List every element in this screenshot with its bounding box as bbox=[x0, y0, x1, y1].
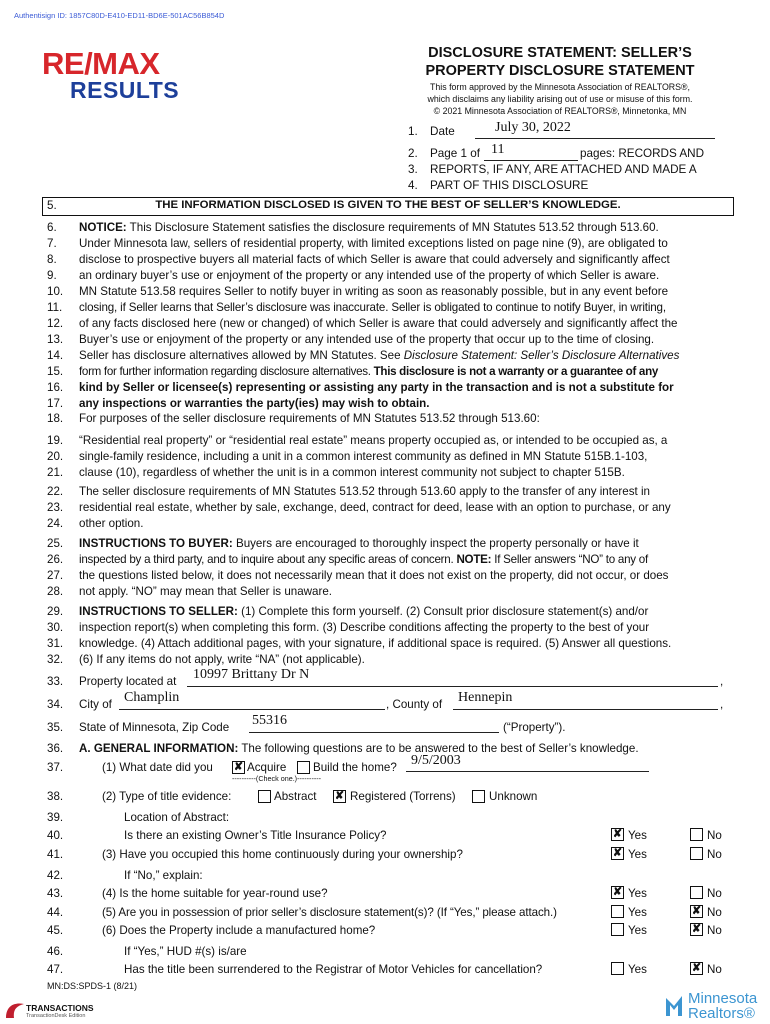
line-number: 31. bbox=[47, 637, 64, 650]
unknown-label: Unknown bbox=[489, 790, 538, 803]
prior-disclosure-yes-checkbox[interactable] bbox=[611, 905, 624, 918]
form-title-line1: DISCLOSURE STATEMENT: SELLER’S bbox=[428, 45, 692, 61]
line-number: 15. bbox=[47, 365, 64, 378]
seller-instructions-line: (6) If any items do not apply, write “NA” (not applicable). bbox=[79, 653, 365, 666]
question-title-surrendered: Has the title been surrendered to the Registrar of Motor Vehicles for cancellation? bbox=[124, 963, 543, 976]
line-number: 1. bbox=[408, 125, 418, 138]
manufactured-no-checkbox[interactable]: ✘ bbox=[691, 923, 702, 935]
general-info-text: The following questions are to be answered to the best of Seller’s knowledge. bbox=[238, 742, 639, 755]
line-number: 35. bbox=[47, 721, 64, 734]
buyer-instructions-text: Buyers are encouraged to thoroughly inspect the property personally or have it bbox=[232, 537, 639, 550]
line-number: 41. bbox=[47, 848, 64, 861]
build-label: Build the home? bbox=[313, 761, 397, 774]
question-acquire-date: (1) What date did you bbox=[102, 761, 213, 774]
surrendered-no-checkbox[interactable]: ✘ bbox=[691, 962, 702, 974]
seller-instructions-line: inspection report(s) when completing this form. (3) Describe conditions affecting the property to the best of your bbox=[79, 621, 650, 634]
line-number: 34. bbox=[47, 698, 64, 711]
alternatives-form-ref: Disclosure Statement: Seller’s Disclosure Alternatives bbox=[403, 349, 680, 362]
definition-line: clause (10), regardless of whether the unit is in a common interest community not subject to chapter 515B. bbox=[79, 466, 625, 479]
line-number: 3. bbox=[408, 163, 418, 176]
line-number: 24. bbox=[47, 517, 64, 530]
line-number: 12. bbox=[47, 317, 64, 330]
abstract-location-label: Location of Abstract: bbox=[124, 811, 230, 824]
buyer-instructions-line: the questions listed below, it does not necessarily mean that it does not exist on the property, did not occur, or does bbox=[79, 569, 669, 582]
prior-disclosure-no-checkbox[interactable]: ✘ bbox=[691, 905, 702, 917]
line-number: 6. bbox=[47, 221, 57, 234]
applicability-line: The seller disclosure requirements of MN Statutes 513.52 through 513.60 apply to the transfer of any interest in bbox=[79, 485, 650, 498]
date-field[interactable]: July 30, 2022 bbox=[495, 120, 571, 135]
zip-label: State of Minnesota, Zip Code bbox=[79, 721, 230, 734]
seller-instructions-line bbox=[79, 604, 648, 620]
yes-label: Yes bbox=[628, 887, 647, 900]
total-pages-field[interactable]: 11 bbox=[491, 142, 505, 157]
yes-label: Yes bbox=[628, 829, 647, 842]
buyer-instructions-heading: INSTRUCTIONS TO BUYER: bbox=[79, 537, 233, 550]
line-number: 29. bbox=[47, 605, 64, 618]
buyer-instructions-text: inspected by a third party, and to inquire about any specific areas of concern. bbox=[79, 553, 457, 566]
page-label: Page 1 of bbox=[430, 147, 481, 160]
general-info-heading: A. GENERAL INFORMATION: bbox=[79, 742, 239, 755]
notice-line bbox=[79, 348, 679, 364]
seller-instructions-line: knowledge. (4) Attach additional pages, with your signature, if additional space is required. (5) Answer all questions. bbox=[79, 637, 672, 650]
notice-text: form for further information regarding disclosure alternatives. bbox=[79, 365, 374, 378]
line-number: 8. bbox=[47, 253, 57, 266]
year-round-no-checkbox[interactable] bbox=[690, 886, 703, 899]
definition-line: single-family residence, including a unit in a common interest community as defined in MN Statute 515B.1-103, bbox=[79, 450, 648, 463]
line-number: 16. bbox=[47, 381, 64, 394]
buyer-instructions-line bbox=[79, 552, 648, 568]
pages-tail: pages: RECORDS AND bbox=[580, 147, 705, 160]
hud-label: If “Yes,” HUD #(s) is/are bbox=[124, 945, 247, 958]
notice-line: Buyer’s use or enjoyment of the property or any intended use of the property that occur up to the time of closing. bbox=[79, 333, 655, 346]
date-label: Date bbox=[430, 125, 455, 138]
line-number: 14. bbox=[47, 349, 64, 362]
line-number: 11. bbox=[47, 301, 63, 314]
mn-realtors-line1: Minnesota bbox=[688, 990, 758, 1007]
notice-line: Under Minnesota law, sellers of residential property, with limited exceptions listed on page nine (9), are obligated to bbox=[79, 237, 668, 250]
buyer-instructions-line: not apply. “NO” may mean that Seller is unaware. bbox=[79, 585, 333, 598]
county-field[interactable]: Hennepin bbox=[458, 690, 513, 705]
line-number: 18. bbox=[47, 412, 64, 425]
city-label: City of bbox=[79, 698, 112, 711]
line-number: 22. bbox=[47, 485, 64, 498]
property-address-field[interactable]: 10997 Brittany Dr N bbox=[193, 667, 310, 682]
no-label: No bbox=[707, 963, 722, 976]
knowledge-disclaimer: THE INFORMATION DISCLOSED IS GIVEN TO THE BEST OF SELLER’S KNOWLEDGE. bbox=[155, 199, 621, 211]
form-title-line2: PROPERTY DISCLOSURE STATEMENT bbox=[425, 63, 695, 79]
line-number: 37. bbox=[47, 761, 64, 774]
city-underline bbox=[119, 709, 385, 710]
notice-line: MN Statute 513.58 requires Seller to notify buyer in writing as soon as reasonably possible, but in any event before bbox=[79, 285, 669, 298]
county-underline bbox=[453, 709, 718, 710]
line-number: 4. bbox=[408, 179, 418, 192]
explain-label: If “No,” explain: bbox=[124, 869, 203, 882]
buyer-instructions-line bbox=[79, 536, 639, 552]
form-code: MN:DS:SPDS-1 (8/21) bbox=[47, 981, 138, 991]
occupied-no-checkbox[interactable] bbox=[690, 847, 703, 860]
question-year-round: (4) Is the home suitable for year-round use? bbox=[102, 887, 328, 900]
warranty-disclaimer: kind by Seller or licensee(s) representing or assisting any party in the transaction and is not a substitute for bbox=[79, 381, 674, 394]
unknown-checkbox[interactable] bbox=[472, 790, 485, 803]
occupied-yes-checkbox[interactable]: ✘ bbox=[612, 847, 623, 859]
line-number: 43. bbox=[47, 887, 64, 900]
acquire-date-field[interactable]: 9/5/2003 bbox=[411, 753, 461, 768]
property-definition: (“Property”). bbox=[503, 721, 566, 734]
line-number: 42. bbox=[47, 869, 64, 882]
warranty-disclaimer: This disclosure is not a warranty or a guarantee of any bbox=[373, 365, 659, 378]
applicability-line: residential real estate, whether by sale, exchange, deed, contract for deed, lease with an option to purchase, or any bbox=[79, 501, 671, 514]
notice-heading: NOTICE: bbox=[79, 221, 127, 234]
line-number: 10. bbox=[47, 285, 64, 298]
seller-instructions-heading: INSTRUCTIONS TO SELLER: bbox=[79, 605, 238, 618]
line-number: 44. bbox=[47, 906, 64, 919]
check-one-hint: ----------(Check one.)---------- bbox=[232, 774, 322, 783]
line-number: 13. bbox=[47, 333, 64, 346]
question-manufactured-home: (6) Does the Property include a manufactured home? bbox=[102, 924, 376, 937]
line-number: 33. bbox=[47, 675, 64, 688]
line-number: 32. bbox=[47, 653, 64, 666]
approval-line3: © 2021 Minnesota Association of REALTORS®, Minnetonka, MN bbox=[433, 106, 687, 116]
knowledge-disclaimer-box bbox=[42, 197, 734, 216]
acquire-checkbox[interactable]: ✘ bbox=[233, 761, 244, 773]
line-number: 20. bbox=[47, 450, 64, 463]
warranty-disclaimer: any inspections or warranties the party(ies) may wish to obtain. bbox=[79, 397, 430, 410]
line-number: 36. bbox=[47, 742, 64, 755]
notice-text: This Disclosure Statement satisfies the disclosure requirements of MN Statutes 513.52 through 513.60. bbox=[126, 221, 659, 234]
date-underline bbox=[475, 138, 715, 139]
line-number: 21. bbox=[47, 466, 64, 479]
notice-line bbox=[79, 220, 659, 236]
line-number: 45. bbox=[47, 924, 64, 937]
definition-line: “Residential real property” or “residential real estate” means property occupied as, or intended to be occupied as, a bbox=[79, 434, 668, 447]
comma: , bbox=[720, 675, 724, 688]
statutes-purpose: For purposes of the seller disclosure requirements of MN Statutes 513.52 through 513.60: bbox=[79, 412, 540, 425]
transactions-sublabel: TransactionDesk Edition bbox=[26, 1013, 86, 1019]
abstract-label: Abstract bbox=[274, 790, 317, 803]
city-field[interactable]: Champlin bbox=[124, 690, 180, 705]
surrendered-yes-checkbox[interactable] bbox=[611, 962, 624, 975]
question-occupied: (3) Have you occupied this home continuously during your ownership? bbox=[102, 848, 463, 861]
title-insurance-yes-checkbox[interactable]: ✘ bbox=[612, 828, 623, 840]
approval-line1: This form approved by the Minnesota Association of REALTORS®, bbox=[430, 82, 690, 92]
transactions-label: TRANSACTIONS bbox=[26, 1003, 94, 1013]
line-number: 26. bbox=[47, 553, 64, 566]
notice-line: disclose to prospective buyers all material facts of which Seller is aware that could adversely and significantly affect bbox=[79, 253, 670, 266]
property-address-label: Property located at bbox=[79, 675, 177, 688]
header-line3: REPORTS, IF ANY, ARE ATTACHED AND MADE A bbox=[430, 163, 697, 176]
yes-label: Yes bbox=[628, 963, 647, 976]
header-line4: PART OF THIS DISCLOSURE bbox=[430, 179, 589, 192]
abstract-checkbox[interactable] bbox=[258, 790, 271, 803]
results-logo: RESULTS bbox=[70, 77, 180, 103]
mn-realtors-line2: Realtors® bbox=[688, 1005, 755, 1022]
notice-text: Seller has disclosure alternatives allowed by MN Statutes. See bbox=[79, 349, 404, 362]
line-number: 25. bbox=[47, 537, 64, 550]
mn-realtors-icon bbox=[664, 994, 686, 1018]
line-number: 28. bbox=[47, 585, 64, 598]
yes-label: Yes bbox=[628, 906, 647, 919]
county-label: , County of bbox=[386, 698, 443, 711]
note-label: NOTE: bbox=[456, 553, 492, 566]
no-label: No bbox=[707, 829, 722, 842]
question-prior-disclosure: (5) Are you in possession of prior seller’s disclosure statement(s)? (If “Yes,” please attach.) bbox=[102, 906, 557, 919]
buyer-instructions-text: If Seller answers “NO” to any of bbox=[491, 553, 648, 566]
year-round-yes-checkbox[interactable]: ✘ bbox=[612, 886, 623, 898]
yes-label: Yes bbox=[628, 924, 647, 937]
acquire-label: Acquire bbox=[247, 761, 287, 774]
line-number: 7. bbox=[47, 237, 57, 250]
notice-line: an ordinary buyer’s use or enjoyment of the property or any intended use of the property of which Seller is aware. bbox=[79, 269, 660, 282]
line-number: 40. bbox=[47, 829, 64, 842]
remax-logo: RE/MAX bbox=[42, 46, 160, 81]
no-label: No bbox=[707, 887, 722, 900]
question-title-insurance: Is there an existing Owner’s Title Insurance Policy? bbox=[124, 829, 387, 842]
line-number: 9. bbox=[47, 269, 57, 282]
notice-line bbox=[79, 364, 658, 380]
line-number: 38. bbox=[47, 790, 64, 803]
yes-label: Yes bbox=[628, 848, 647, 861]
no-label: No bbox=[707, 848, 722, 861]
registered-torrens-label: Registered (Torrens) bbox=[350, 790, 456, 803]
registered-torrens-checkbox[interactable]: ✘ bbox=[334, 790, 345, 802]
line-number: 19. bbox=[47, 434, 64, 447]
line-number: 46. bbox=[47, 945, 64, 958]
approval-line2: which disclaims any liability arising out of use or misuse of this form. bbox=[427, 94, 693, 104]
line-number: 23. bbox=[47, 501, 64, 514]
line-number: 39. bbox=[47, 811, 64, 824]
line-number: 47. bbox=[47, 963, 64, 976]
question-title-evidence: (2) Type of title evidence: bbox=[102, 790, 232, 803]
build-checkbox[interactable] bbox=[297, 761, 310, 774]
authentisign-id: Authentisign ID: 1857C80D-E410-ED11-BD6E-501AC56B854D bbox=[14, 11, 225, 20]
applicability-line: other option. bbox=[79, 517, 144, 530]
notice-line: of any facts disclosed here (new or changed) of which Seller is aware that could adversely and significantly affect the bbox=[79, 317, 678, 330]
no-label: No bbox=[707, 906, 722, 919]
no-label: No bbox=[707, 924, 722, 937]
transactions-icon bbox=[4, 1000, 26, 1020]
line-number: 30. bbox=[47, 621, 64, 634]
manufactured-yes-checkbox[interactable] bbox=[611, 923, 624, 936]
line-number: 2. bbox=[408, 147, 418, 160]
acquire-date-underline bbox=[406, 771, 649, 772]
line-number: 27. bbox=[47, 569, 64, 582]
zip-underline bbox=[249, 732, 499, 733]
zip-field[interactable]: 55316 bbox=[252, 713, 287, 728]
address-underline bbox=[187, 686, 718, 687]
title-insurance-no-checkbox[interactable] bbox=[690, 828, 703, 841]
notice-line: closing, if Seller learns that Seller’s disclosure was inaccurate. Seller is obligated to continue to notify Buyer, in writing, bbox=[79, 301, 666, 314]
line-number: 17. bbox=[47, 397, 64, 410]
comma: , bbox=[720, 698, 724, 711]
pages-underline bbox=[484, 160, 578, 161]
line-number: 5. bbox=[47, 199, 57, 212]
seller-instructions-text: (1) Complete this form yourself. (2) Consult prior disclosure statement(s) and/or bbox=[237, 605, 649, 618]
general-info-line bbox=[79, 741, 639, 757]
